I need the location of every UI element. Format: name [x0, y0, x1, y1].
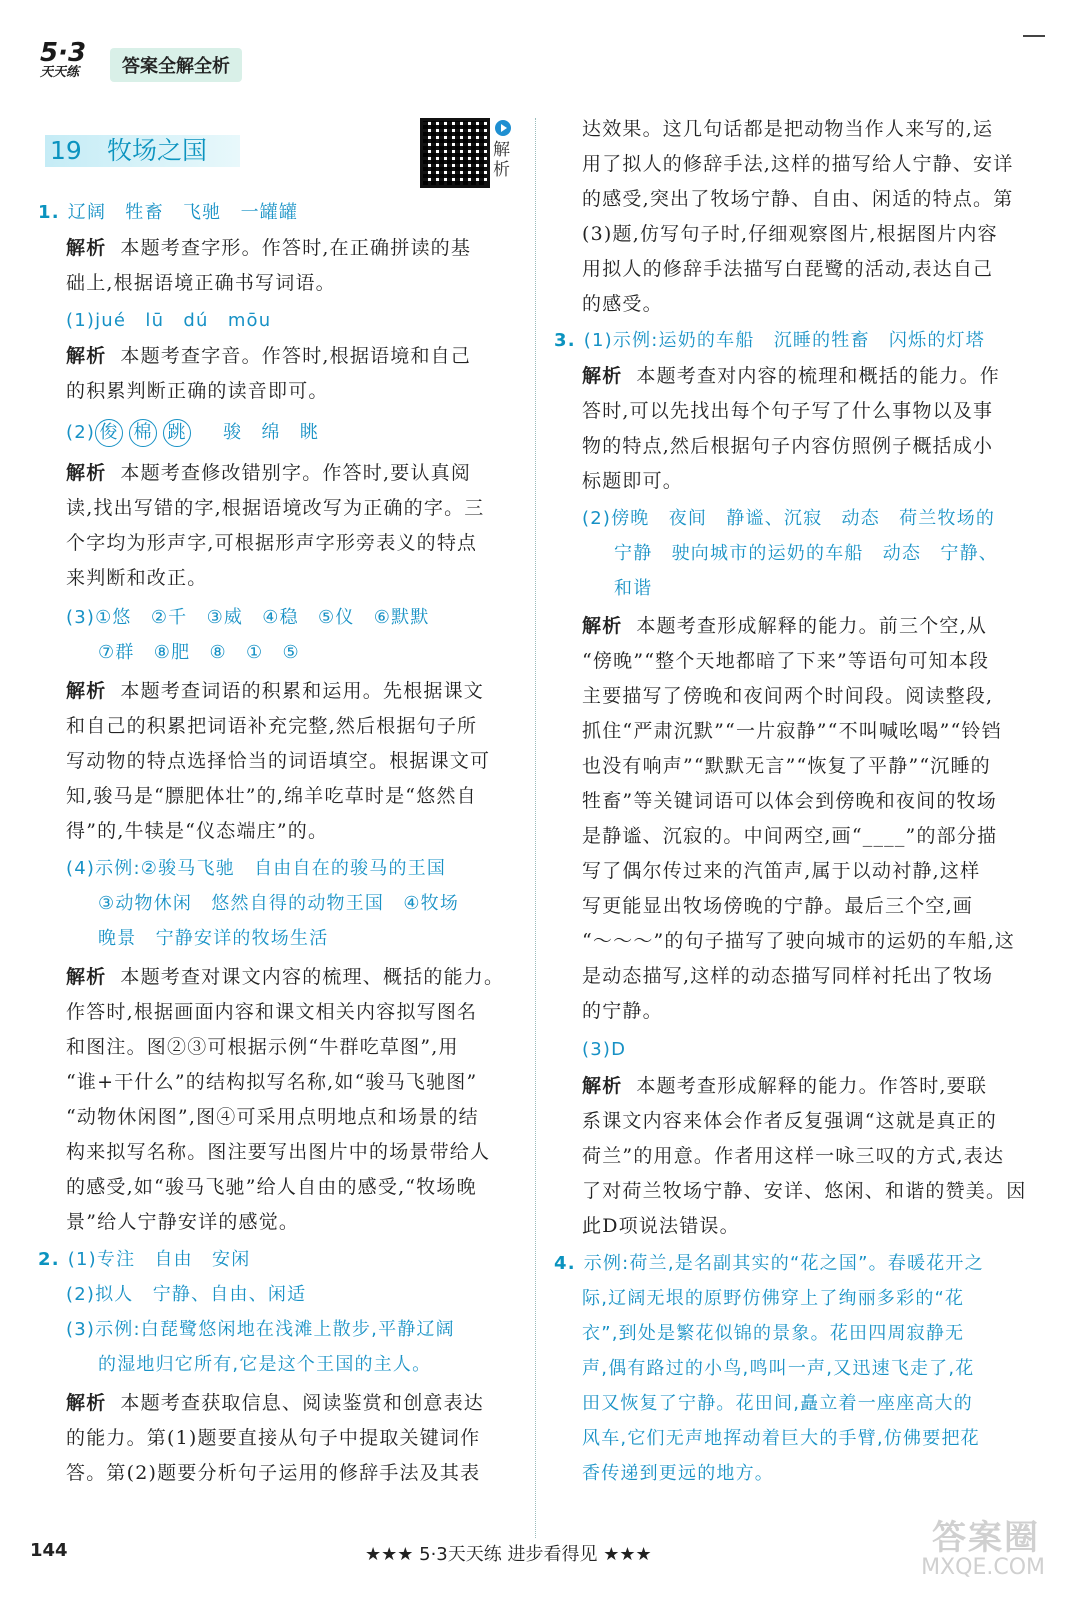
analysis-label: 解析 — [66, 237, 107, 259]
analysis-text: 本题考查修改错别字。作答时,要认真阅 — [120, 462, 472, 484]
watermark-url: MXQE.COM — [921, 1555, 1045, 1580]
answer-line — [554, 1249, 984, 1279]
answer-text: 骏 绵 眺 — [223, 422, 320, 443]
question-number: 2. — [38, 1249, 60, 1270]
answer-line — [554, 326, 985, 356]
answer-line: 际,辽阔无垠的原野仿佛穿上了绚丽多彩的“花 — [582, 1288, 965, 1309]
text-line: 的感受。 — [582, 293, 663, 315]
answer-line — [38, 198, 298, 228]
text-line: 用了拟人的修辞手法,这样的描写给人宁静、安详 — [582, 153, 1014, 175]
text-line: 主要描写了傍晚和夜间两个时间段。阅读整段, — [582, 685, 994, 707]
play-icon[interactable] — [495, 120, 511, 136]
text-line: 的感受,突出了牧场宁静、自由、闲适的特点。第 — [582, 188, 1014, 210]
answer-line: 宁静 驶向城市的运奶的车船 动态 宁静、 — [614, 543, 998, 564]
text-line: 荷兰”的用意。作者用这样一咏三叹的方式,表达 — [582, 1145, 1005, 1167]
analysis-label: 解析 — [66, 345, 107, 367]
text-line: 此D项说法错误。 — [582, 1215, 740, 1237]
text-line: 用拟人的修辞手法描写白琵鹭的活动,表达自己 — [582, 258, 994, 280]
answer-text: (1)专注 自由 安闲 — [67, 1249, 251, 1270]
text-line: “谁+干什么”的结构拟写名称,如“骏马飞驰图” — [66, 1071, 478, 1093]
analysis-label: 解析 — [582, 615, 623, 637]
answer-line: 田又恢复了宁静。花田间,矗立着一座座高大的 — [582, 1393, 973, 1414]
answer-line: (1)jué lū dú mōu — [66, 310, 272, 331]
text-line: 写了偶尔传过来的汽笛声,属于以动衬静,这样 — [582, 860, 981, 882]
analysis-label: 解析 — [66, 680, 107, 702]
text-line: 的宁静。 — [582, 1000, 663, 1022]
header-title: 答案全解全析 — [110, 48, 242, 82]
question-number: 1. — [38, 202, 60, 223]
analysis-text: 本题考查字形。作答时,在正确拼读的基 — [120, 237, 472, 259]
answer-line: 风车,它们无声地挥动着巨大的手臂,仿佛要把花 — [582, 1428, 980, 1449]
answer-line: ⑦群 ⑧肥 ⑧ ① ⑤ — [98, 642, 300, 663]
answer-line: (3)D — [582, 1039, 627, 1060]
qr-code[interactable] — [420, 118, 490, 188]
text-line: “动物休闲图”,图④可采用点明地点和场景的结 — [66, 1106, 479, 1128]
analysis-text: 本题考查对内容的梳理和概括的能力。作 — [636, 365, 1001, 387]
analysis-label: 解析 — [582, 365, 623, 387]
text-line: 牲畜”等关键词语可以体会到傍晚和夜间的牧场 — [582, 790, 997, 812]
text-line: “～～～”的句子描写了驶向城市的运奶的车船,这 — [582, 930, 1016, 952]
circled-char: 跳 — [163, 419, 191, 447]
analysis-text: 本题考查对课文内容的梳理、概括的能力。 — [120, 966, 505, 988]
corner-rule — [1023, 35, 1045, 37]
footer — [0, 1538, 1065, 1568]
footer-slogan: ★★★ 5·3天天练 进步看得见 ★★★ — [365, 1544, 652, 1565]
text-line: 读,找出写错的字,根据语境改写为正确的字。三 — [66, 497, 485, 519]
analysis-label: 解析 — [66, 966, 107, 988]
analysis-label: 解析 — [66, 1392, 107, 1414]
analysis-text: 本题考查获取信息、阅读鉴赏和创意表达 — [120, 1392, 485, 1414]
text-line: 础上,根据语境正确书写词语。 — [66, 272, 336, 294]
text-line: 来判断和改正。 — [66, 567, 208, 589]
analysis-text: 本题考查字音。作答时,根据语境和自己 — [120, 345, 472, 367]
text-line: 答时,可以先找出每个句子写了什么事物以及事 — [582, 400, 994, 422]
analysis-line — [66, 676, 484, 706]
text-line: 了对荷兰牧场宁静、安详、悠闲、和谐的赞美。因 — [582, 1180, 1027, 1202]
text-line: 和图注。图②③可根据示例“牛群吃草图”,用 — [66, 1036, 459, 1058]
text-line: 得”的,牛犊是“仪态端庄”的。 — [66, 820, 329, 842]
text-line: 个字均为形声字,可根据形声字形旁表义的特点 — [66, 532, 478, 554]
logo — [40, 40, 100, 88]
answer-text: (2) — [66, 422, 96, 443]
answer-line: (2)傍晚 夜间 静谧、沉寂 动态 荷兰牧场的 — [582, 508, 996, 529]
text-line: 构来拟写名称。图注要写出图片中的场景带给人 — [66, 1141, 491, 1163]
text-line: 答。第(2)题要分析句子运用的修辞手法及其表 — [66, 1462, 481, 1484]
analysis-line — [66, 233, 471, 263]
page-number: 144 — [30, 1540, 68, 1561]
analysis-line — [582, 361, 1000, 391]
circled-char: 棉 — [129, 419, 157, 447]
answer-line: (4)示例:②骏马飞驰 自由自在的骏马的王国 — [66, 858, 447, 879]
analysis-line — [582, 1071, 987, 1101]
analysis-line — [66, 1388, 484, 1418]
answer-line: 声,偶有路过的小鸟,鸣叫一声,又迅速飞走了,花 — [582, 1358, 975, 1379]
header — [40, 40, 280, 90]
analysis-line — [66, 341, 471, 371]
text-line: “傍晚”“整个天地都暗了下来”等语句可知本段 — [582, 650, 990, 672]
answer-line — [38, 1245, 250, 1275]
qr-label: 解析 — [493, 140, 510, 180]
text-line: 是静谧、沉寂的。中间两空,画“____”的部分描 — [582, 825, 998, 847]
text-line: 是动态描写,这样的动态描写同样衬托出了牧场 — [582, 965, 994, 987]
analysis-label: 解析 — [66, 462, 107, 484]
analysis-line — [582, 611, 987, 641]
answer-line: 晚景 宁静安详的牧场生活 — [98, 928, 329, 949]
answer-line: 衣”,到处是繁花似锦的景象。花田四周寂静无 — [582, 1323, 965, 1344]
text-line: 也没有响声”“默默无言”“恢复了平静”“沉睡的 — [582, 755, 991, 777]
answer-line: 香传递到更远的地方。 — [582, 1463, 774, 1484]
logo-number: 5·3 — [40, 38, 87, 68]
answer-text: 辽阔 牲畜 飞驰 一罐罐 — [67, 202, 299, 223]
column-divider — [535, 118, 536, 1538]
analysis-text: 本题考查形成解释的能力。前三个空,从 — [636, 615, 988, 637]
analysis-line — [66, 962, 504, 992]
text-line: 知,骏马是“膘肥体壮”的,绵羊吃草时是“悠然自 — [66, 785, 477, 807]
answer-line: (3)示例:白琵鹭悠闲地在浅滩上散步,平静辽阔 — [66, 1319, 455, 1340]
answer-line — [66, 418, 319, 448]
text-line: 作答时,根据画面内容和课文相关内容拟写图名 — [66, 1001, 478, 1023]
circled-char: 俊 — [95, 419, 123, 447]
answer-line: ③动物休闲 悠然自得的动物王国 ④牧场 — [98, 893, 460, 914]
analysis-line — [66, 458, 471, 488]
watermark: 答案圈 — [932, 1518, 1040, 1558]
answer-line: (3)①悠 ②千 ③威 ④稳 ⑤仪 ⑥默默 — [66, 607, 430, 628]
analysis-text: 本题考查词语的积累和运用。先根据课文 — [120, 680, 485, 702]
answer-line: (2)拟人 宁静、自由、闲适 — [66, 1284, 307, 1305]
text-line: 景”给人宁静安详的感觉。 — [66, 1211, 300, 1233]
text-line: 写动物的特点选择恰当的词语填空。根据课文可 — [66, 750, 491, 772]
text-line: 的感受,如“骏马飞驰”给人自由的感受,“牧场晚 — [66, 1176, 477, 1198]
text-line: 达效果。这几句话都是把动物当作人来写的,运 — [582, 118, 994, 140]
logo-text: 天天练 — [40, 65, 80, 80]
text-line: 物的特点,然后根据句子内容仿照例子概括成小 — [582, 435, 994, 457]
analysis-text: 本题考查形成解释的能力。作答时,要联 — [636, 1075, 988, 1097]
lesson-title: 牧场之国 — [107, 136, 208, 165]
text-line: 系课文内容来体会作者反复强调“这就是真正的 — [582, 1110, 997, 1132]
text-line: 的积累判断正确的读音即可。 — [66, 380, 329, 402]
answer-line: 和谐 — [614, 578, 653, 599]
question-number: 4. — [554, 1253, 576, 1274]
text-line: 写更能显出牧场傍晚的宁静。最后三个空,画 — [582, 895, 974, 917]
text-line: 和自己的积累把词语补充完整,然后根据句子所 — [66, 715, 478, 737]
answer-text: 示例:荷兰,是名副其实的“花之国”。春暖花开之 — [583, 1253, 984, 1274]
text-line: 标题即可。 — [582, 470, 684, 492]
text-line: 的能力。第(1)题要直接从句子中提取关键词作 — [66, 1427, 481, 1449]
analysis-label: 解析 — [582, 1075, 623, 1097]
text-line: 抓住“严肃沉默”“一片寂静”“不叫喊吆喝”“铃铛 — [582, 720, 1002, 742]
answer-line: 的湿地归它所有,它是这个王国的主人。 — [98, 1354, 432, 1375]
lesson-number: 19 — [50, 136, 82, 165]
text-line: (3)题,仿写句子时,仔细观察图片,根据图片内容 — [582, 223, 998, 245]
lesson-title-bar — [45, 135, 240, 167]
answer-text: (1)示例:运奶的车船 沉睡的牲畜 闪烁的灯塔 — [583, 330, 985, 351]
question-number: 3. — [554, 330, 576, 351]
